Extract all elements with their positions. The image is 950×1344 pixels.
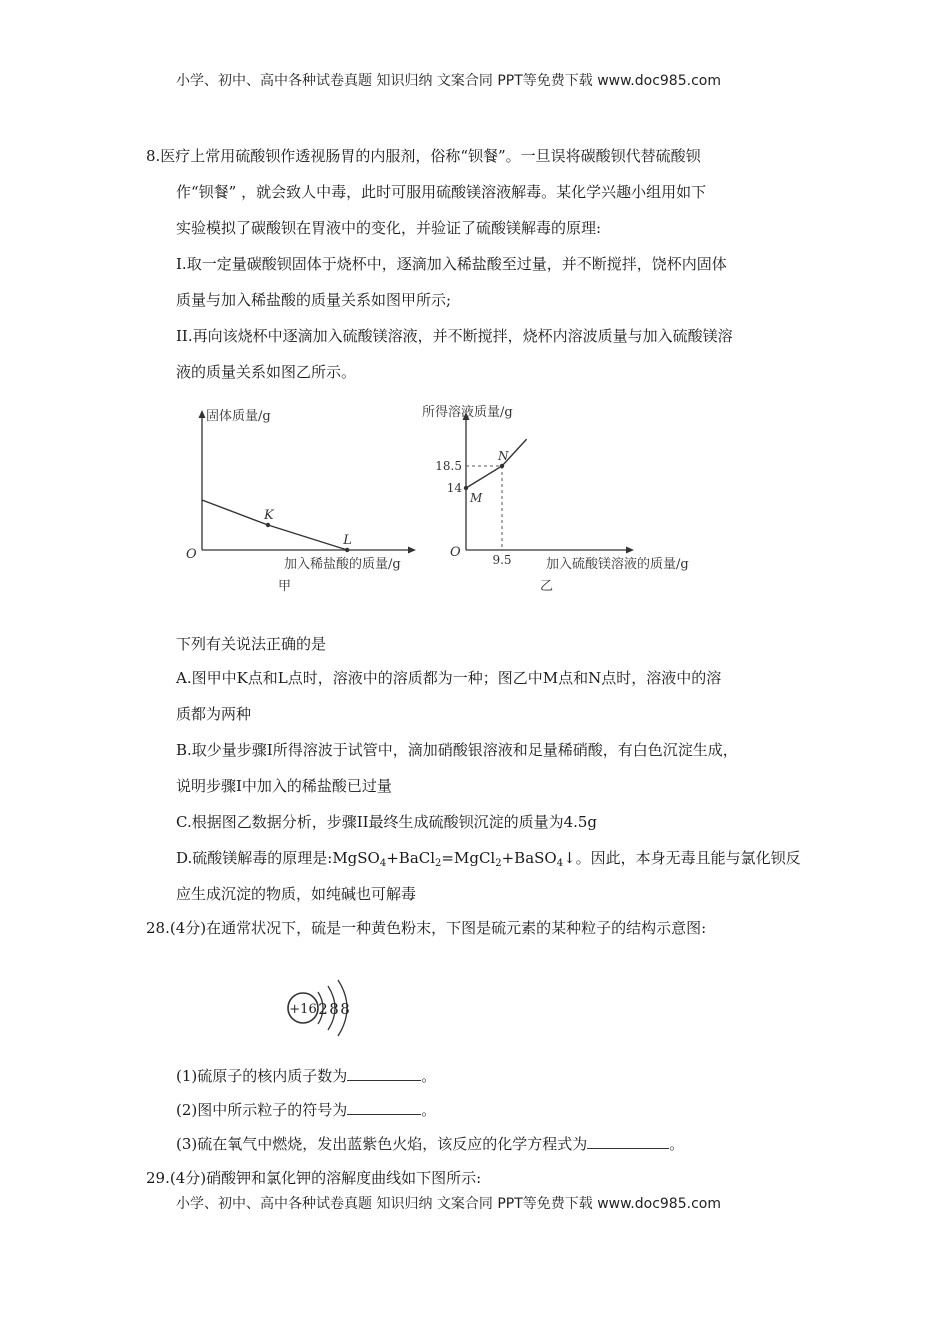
q8-option-b-2: 说明步骤I中加入的稀盐酸已过量	[176, 777, 392, 795]
q8-line-2: 作“钡餐” ，就会致人中毒，此时可服用硫酸镁溶液解毒。某化学兴趣小组用如下	[176, 183, 707, 201]
chart-jia-xlabel: 加入稀盐酸的质量/g	[284, 557, 401, 572]
q8-line-1: 8.医疗上常用硫酸钡作透视肠胃的内服剂，俗称“钡餐”。一旦误将碳酸钡代替硫酸钡	[146, 147, 701, 165]
chart-jia-ylabel: 固体质量/g	[206, 409, 271, 424]
q29-line-1: 29.(4分)硝酸钾和氯化钾的溶解度曲线如下图所示:	[146, 1169, 482, 1187]
q28-sub3-answer-blank[interactable]	[587, 1134, 669, 1149]
chart-jia-title: 甲	[278, 579, 292, 594]
chart-jia-point-label-L: L	[343, 533, 352, 548]
sulfur-ion-structure-diagram	[284, 972, 364, 1044]
q8-option-d-1: D.硫酸镁解毒的原理是:MgSO$_4$+BaCl$_2$=MgCl$_2$+BaSO$_4$↓。因此，本身无毒且能与氯化钡反	[176, 849, 801, 869]
q28-sub1: (1)硫原子的核内质子数为 。	[176, 1067, 437, 1085]
chart-yi-origin: O	[450, 545, 461, 560]
q28-sub2: (2)图中所示粒子的符号为 。	[176, 1101, 437, 1119]
chart-yi-ytick-18-5: 18.5	[435, 459, 462, 473]
chart-yi-ylabel: 所得溶液质量/g	[422, 405, 513, 420]
chart-jia-point-L	[345, 548, 349, 552]
chart-yi-ytick-14: 14	[446, 481, 462, 495]
q28-sub2-answer-blank[interactable]	[347, 1100, 421, 1115]
q28-sub3: (3)硫在氧气中燃烧，发出蓝紫色火焰，该反应的化学方程式为 。	[176, 1135, 685, 1153]
chart-yi-point-N	[500, 464, 504, 468]
page-header: 小学、初中、高中各种试卷真题 知识归纳 文案合同 PPT等免费下载 www.doc985.com	[176, 73, 721, 89]
q8-step1-b: 质量与加入稀盐酸的质量关系如图甲所示;	[176, 291, 452, 309]
chart-jia	[170, 398, 430, 598]
chart-yi-point-label-M: M	[470, 491, 483, 505]
q8-line-3: 实验模拟了碳酸钡在胃液中的变化，并验证了硫酸镁解毒的原理:	[176, 219, 602, 237]
chart-yi-title: 乙	[540, 579, 554, 594]
q28-line-1: 28.(4分)在通常状况下，硫是一种黄色粉末，下图是硫元素的某种粒子的结构示意图:	[146, 919, 707, 937]
chart-yi-point-label-N: N	[498, 449, 509, 463]
chart-jia-point-label-K: K	[264, 508, 274, 523]
q8-step2-a: II.再向该烧杯中逐滴加入硫酸镁溶液，并不断搅拌，烧杯内溶波质量与加入硫酸镁溶	[176, 327, 733, 345]
chart-jia-origin: O	[186, 547, 197, 562]
shell-3-electrons: 8	[340, 1000, 350, 1018]
q8-step1-a: I.取一定量碳酸钡固体于烧杯中，逐滴加入稀盐酸至过量，并不断搅拌，饶杯内固体	[176, 255, 727, 273]
chart-yi-xlabel: 加入硫酸镁溶液的质量/g	[546, 557, 689, 572]
q28-sub1-answer-blank[interactable]	[347, 1066, 421, 1081]
q8-stem: 下列有关说法正确的是	[176, 635, 327, 653]
q8-option-c: C.根据图乙数据分析，步骤II最终生成硫酸钡沉淀的质量为4.5g	[176, 813, 598, 831]
nucleus-charge: +16	[289, 1002, 317, 1017]
page-footer: 小学、初中、高中各种试卷真题 知识归纳 文案合同 PPT等免费下载 www.doc985.com	[176, 1196, 721, 1212]
shell-2-electrons: 8	[329, 1000, 339, 1018]
chart-yi-x-arrow	[626, 547, 634, 554]
chart-jia-series-line	[202, 500, 347, 550]
q8-option-d-2: 应生成沉淀的物质，如纯碱也可解毒	[176, 885, 417, 903]
q8-option-a-1: A.图甲中K点和L点时，溶液中的溶质都为一种；图乙中M点和N点时，溶液中的溶	[176, 669, 722, 687]
q8-option-a-2: 质都为两种	[176, 705, 252, 723]
chart-jia-point-K	[266, 523, 270, 527]
chart-yi-point-M	[464, 486, 468, 490]
q8-step2-b: 液的质量关系如图乙所示。	[176, 363, 357, 381]
shell-1-electrons: 2	[318, 1000, 328, 1018]
chart-jia-y-arrow	[199, 410, 206, 418]
chart-yi-xtick-9-5: 9.5	[492, 553, 512, 567]
chart-yi	[410, 398, 720, 598]
chart-yi-series-line	[466, 439, 527, 488]
q8-option-b-1: B.取少量步骤I所得溶波于试管中，滴加硝酸银溶液和足量稀硝酸，有白色沉淀生成，	[176, 741, 738, 759]
